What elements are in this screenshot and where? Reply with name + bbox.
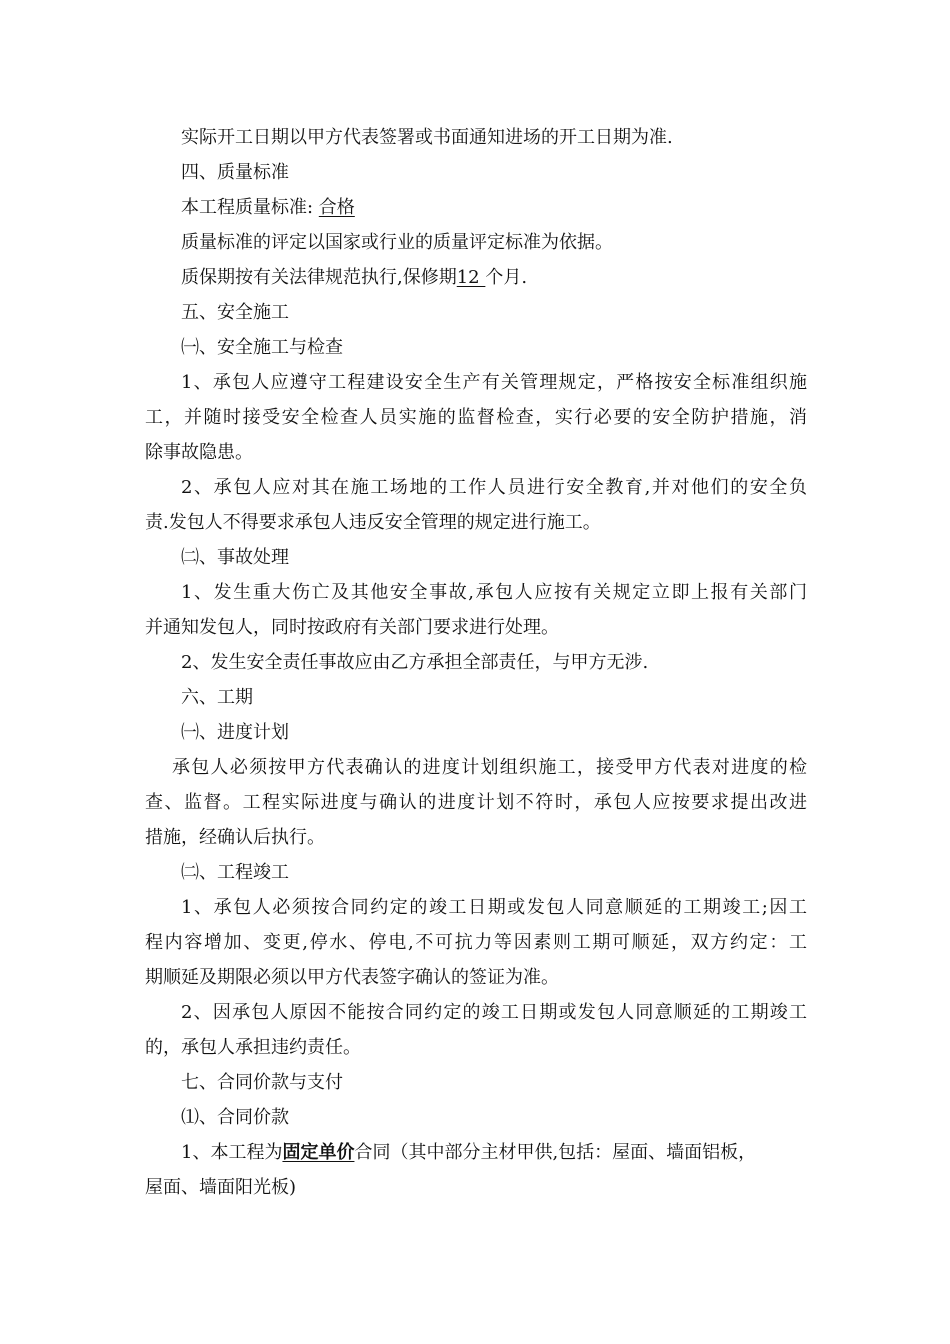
paragraph-price-1-line1 [181,1140,756,1166]
quality-level-label: 本工程质量标准: [181,197,319,218]
warranty-months: 12 [456,267,486,288]
subheading-progress-plan: ㈠、进度计划 [181,722,289,743]
subheading-safety-inspection: ㈠、安全施工与检查 [181,337,343,358]
paragraph-progress-line2: 查、监督。工程实际进度与确认的进度计划不符时，承包人应按要求提出改进 [145,792,807,813]
paragraph-accident-2: 2、发生安全责任事故应由乙方承担全部责任，与甲方无涉. [181,652,649,673]
paragraph-quality-evaluation: 质量标准的评定以国家或行业的质量评定标准为依据。 [181,232,613,253]
price-type-suffix: 合同（其中部分主材甲供,包括：屋面、墙面铝板， [354,1142,757,1163]
paragraph-progress-line1: 承包人必须按甲方代表确认的进度计划组织施工，接受甲方代表对进度的检 [172,757,807,778]
paragraph-safety-1-line1: 1、承包人应遵守工程建设安全生产有关管理规定，严格按安全标准组织施 [181,372,807,393]
paragraph-accident-1-line2: 并通知发包人，同时按政府有关部门要求进行处理。 [145,617,559,638]
paragraph-completion-1-line1: 1、承包人必须按合同约定的竣工日期或发包人同意顺延的工期竣工;因工 [181,897,807,918]
paragraph-start-date: 实际开工日期以甲方代表签署或书面通知进场的开工日期为准. [181,127,673,148]
heading-contract-price: 七、合同价款与支付 [181,1072,343,1093]
paragraph-progress-line3: 措施，经确认后执行。 [145,827,325,848]
heading-safety: 五、安全施工 [181,302,289,323]
paragraph-warranty [181,265,527,291]
subheading-completion: ㈡、工程竣工 [181,862,289,883]
paragraph-accident-1-line1: 1、发生重大伤亡及其他安全事故,承包人应按有关规定立即上报有关部门 [181,582,807,603]
paragraph-completion-1-line2: 程内容增加、变更,停水、停电,不可抗力等因素则工期可顺延，双方约定：工 [145,932,807,953]
quality-level-value: 合格 [318,197,355,218]
paragraph-safety-2-line2: 责.发包人不得要求承包人违反安全管理的规定进行施工。 [145,512,601,533]
warranty-label: 质保期按有关法律规范执行,保修期 [181,267,457,288]
paragraph-safety-2-line1: 2、承包人应对其在施工场地的工作人员进行安全教育,并对他们的安全负 [181,477,807,498]
price-type-value: 固定单价 [282,1142,355,1163]
paragraph-quality-level [181,195,355,221]
price-type-prefix: 1、本工程为 [181,1142,283,1163]
paragraph-safety-1-line2: 工，并随时接受安全检查人员实施的监督检查，实行必要的安全防护措施，消 [145,407,807,428]
warranty-unit: 个月. [485,267,528,288]
subheading-contract-price: ⑴、合同价款 [181,1107,289,1128]
paragraph-safety-1-line3: 除事故隐患。 [145,442,253,463]
heading-quality-standard: 四、质量标准 [181,162,289,183]
paragraph-completion-2-line2: 的，承包人承担违约责任。 [145,1037,361,1058]
heading-schedule: 六、工期 [181,687,253,708]
paragraph-price-1-line2: 屋面、墙面阳光板) [145,1177,297,1198]
subheading-accident-handling: ㈡、事故处理 [181,547,289,568]
paragraph-completion-1-line3: 期顺延及期限必须以甲方代表签字确认的签证为准。 [145,967,559,988]
paragraph-completion-2-line1: 2、因承包人原因不能按合同约定的竣工日期或发包人同意顺延的工期竣工 [181,1002,807,1023]
